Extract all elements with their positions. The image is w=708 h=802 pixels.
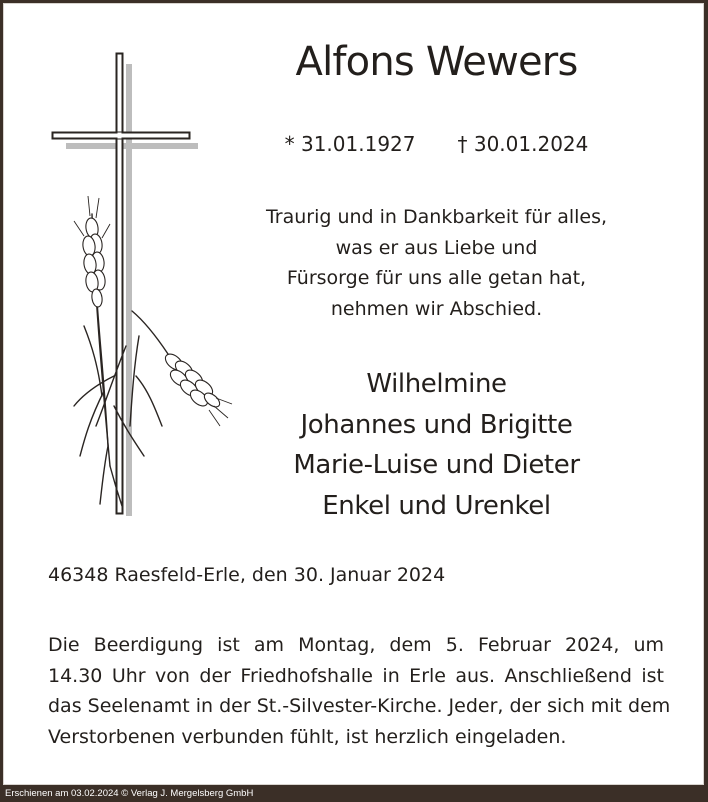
life-dates: [234, 132, 639, 156]
funeral-line: Verstorbenen verbunden fühlt, ist herzlich eingeladen.: [48, 725, 567, 748]
funeral-line: das Seelenamt in der St.-Silvester-Kirche. Jeder, der sich mit dem: [48, 695, 671, 717]
funeral-announcement: [48, 630, 671, 752]
verse-line: Fürsorge für uns alle getan hat,: [286, 267, 587, 289]
obituary-notice: [3, 3, 704, 785]
mourner-line: Enkel und Urenkel: [322, 490, 551, 521]
verse: [234, 202, 639, 324]
mourners-list: [234, 364, 639, 526]
mourner-line: Marie-Luise und Dieter: [293, 450, 580, 480]
mourner-line: Johannes und Brigitte: [300, 409, 573, 440]
cross-with-wheat-icon: [44, 46, 234, 521]
birth-date: * 31.01.1927: [284, 132, 416, 156]
mourner-line: Wilhelmine: [366, 369, 507, 399]
verse-line: nehmen wir Abschied.: [330, 297, 543, 320]
verse-line: Traurig und in Dankbarkeit für alles,: [265, 206, 608, 228]
funeral-line: 14.30 Uhr von der Friedhofshalle in Erle aus. Anschließend ist: [48, 664, 664, 687]
death-date: † 30.01.2024: [457, 132, 589, 156]
publication-footer: Erschienen am 03.02.2024 © Verlag J. Mergelsberg GmbH: [5, 788, 254, 799]
place-and-date: 46348 Raesfeld-Erle, den 30. Januar 2024: [48, 564, 446, 586]
verse-line: was er aus Liebe und: [335, 236, 538, 259]
funeral-line: Die Beerdigung ist am Montag, dem 5. Februar 2024, um: [48, 634, 664, 656]
deceased-name: Alfons Wewers: [295, 39, 578, 85]
